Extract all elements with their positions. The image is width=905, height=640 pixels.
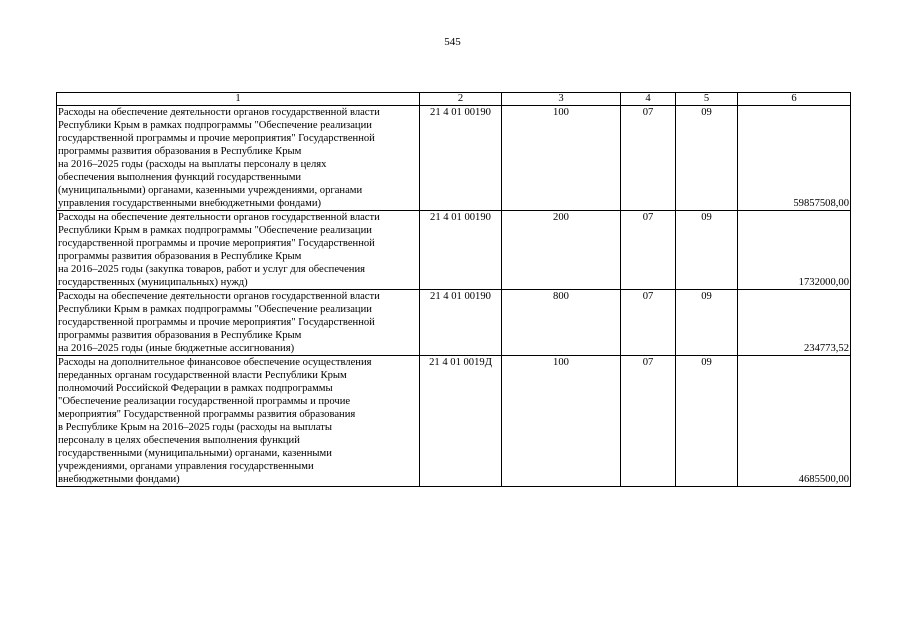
row-description: Расходы на обеспечение деятельности органов государственной власти Республики Крым в рамках подпрограммы "Обеспечение реализации государственной программы и прочие мероприятия" Государственной программы развития образования в Республике Крым на 2016–2025 годы (закупка товаров, работ и услуг для обеспечения государственных (муниципальных) нужд) — [57, 211, 420, 290]
row-subsection: 09 — [676, 106, 738, 211]
row-amount: 234773,52 — [738, 290, 851, 356]
row-subsection: 09 — [676, 356, 738, 487]
column-header: 3 — [502, 93, 621, 106]
page-number: 545 — [444, 36, 461, 48]
budget-table — [56, 92, 851, 487]
row-target-code: 21 4 01 00190 — [420, 290, 502, 356]
row-amount: 1732000,00 — [738, 211, 851, 290]
row-section: 07 — [621, 211, 676, 290]
row-section: 07 — [621, 290, 676, 356]
column-header: 4 — [621, 93, 676, 106]
table-row — [57, 290, 851, 356]
row-subsection: 09 — [676, 290, 738, 356]
table-row — [57, 211, 851, 290]
row-description: Расходы на дополнительное финансовое обеспечение осуществления переданных органам государственной власти Республики Крым полномочий Российской Федерации в рамках подпрограммы "Обеспечение реализации государственной программы и прочие мероприятия" Государственной программы развития образования в Республике Крым на 2016–2025 годы (расходы на выплаты персоналу в целях обеспечения выполнения функций государственными (муниципальными) органами, казенными учреждениями, органами управления государственными внебюджетными фондами) — [57, 356, 420, 487]
table-row — [57, 106, 851, 211]
table-header-row — [57, 93, 851, 106]
row-expense-type: 200 — [502, 211, 621, 290]
row-amount: 59857508,00 — [738, 106, 851, 211]
row-subsection: 09 — [676, 211, 738, 290]
row-section: 07 — [621, 356, 676, 487]
column-header: 6 — [738, 93, 851, 106]
column-header: 1 — [57, 93, 420, 106]
row-description: Расходы на обеспечение деятельности органов государственной власти Республики Крым в рамках подпрограммы "Обеспечение реализации государственной программы и прочие мероприятия" Государственной программы развития образования в Республике Крым на 2016–2025 годы (иные бюджетные ассигнования) — [57, 290, 420, 356]
row-target-code: 21 4 01 0019Д — [420, 356, 502, 487]
row-expense-type: 100 — [502, 356, 621, 487]
column-header: 2 — [420, 93, 502, 106]
row-amount: 4685500,00 — [738, 356, 851, 487]
row-target-code: 21 4 01 00190 — [420, 106, 502, 211]
row-target-code: 21 4 01 00190 — [420, 211, 502, 290]
column-header: 5 — [676, 93, 738, 106]
table-row — [57, 356, 851, 487]
row-expense-type: 800 — [502, 290, 621, 356]
row-section: 07 — [621, 106, 676, 211]
row-expense-type: 100 — [502, 106, 621, 211]
row-description: Расходы на обеспечение деятельности органов государственной власти Республики Крым в рамках подпрограммы "Обеспечение реализации государственной программы и прочие мероприятия" Государственной программы развития образования в Республике Крым на 2016–2025 годы (расходы на выплаты персоналу в целях обеспечения выполнения функций государственными (муниципальными) органами, казенными учреждениями, органами управления государственными внебюджетными фондами) — [57, 106, 420, 211]
